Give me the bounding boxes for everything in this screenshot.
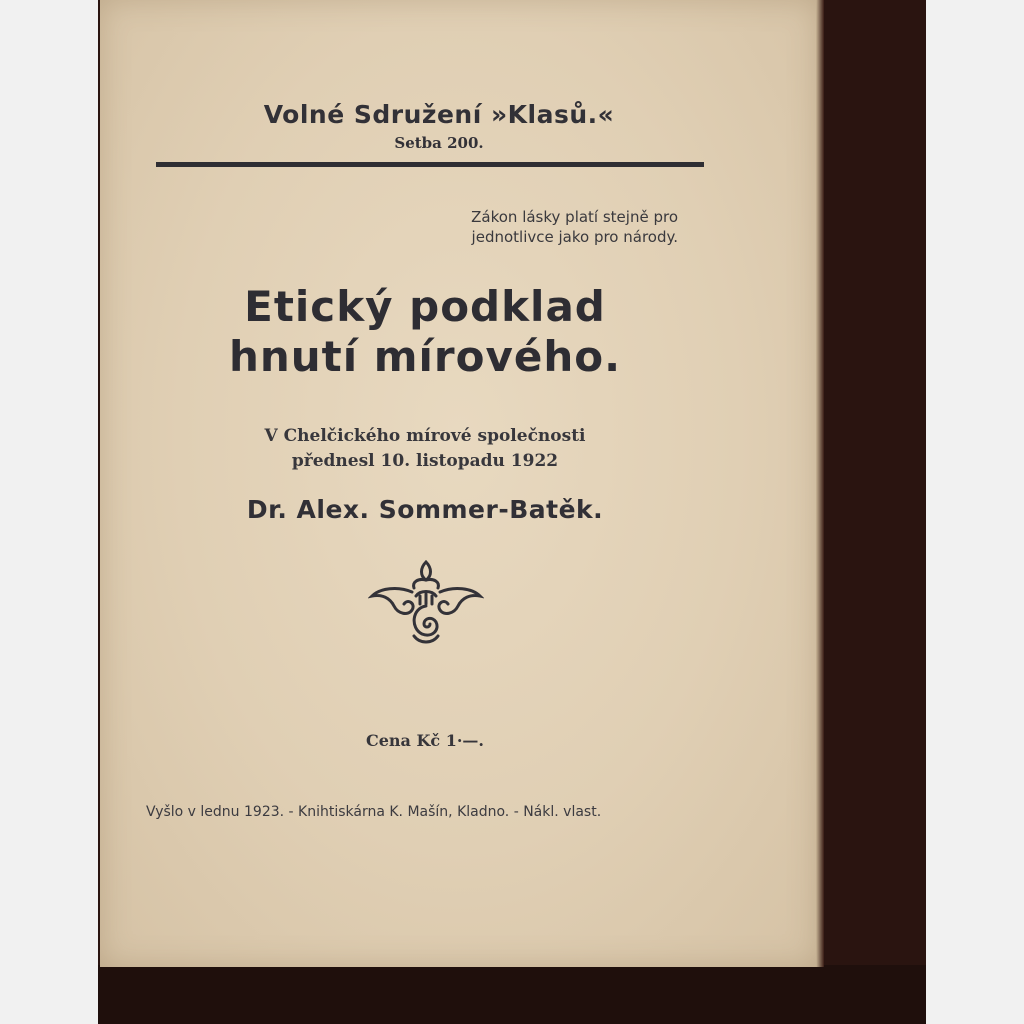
main-title-line: hnutí mírového. xyxy=(228,332,622,381)
series-title: Volné Sdružení »Klasů.« xyxy=(263,100,615,129)
subtitle xyxy=(66,424,784,474)
epigraph xyxy=(471,207,678,247)
page-edge-shadow xyxy=(816,0,824,967)
booklet-cover xyxy=(100,0,818,967)
header-rule xyxy=(156,162,704,167)
subtitle-line: přednesl 10. listopadu 1922 xyxy=(291,451,559,471)
main-title-line: Etický podklad xyxy=(244,282,606,331)
epigraph-line: jednotlivce jako pro národy. xyxy=(471,228,678,246)
author-name: Dr. Alex. Sommer-Batěk. xyxy=(246,495,604,524)
epigraph-line: Zákon lásky platí stejně pro xyxy=(471,208,678,226)
imprint-line: Vyšlo v lednu 1923. - Knihtiskárna K. Mašín, Kladno. - Nákl. vlast. xyxy=(146,804,602,820)
series-number: Setba 200. xyxy=(394,134,484,152)
scan-background-bottom xyxy=(98,965,926,1024)
floral-vignette-icon xyxy=(368,556,484,648)
subtitle-line: V Chelčického mírové společnosti xyxy=(264,426,586,446)
price: Cena Kč 1·—. xyxy=(366,731,484,750)
main-title xyxy=(66,282,784,382)
